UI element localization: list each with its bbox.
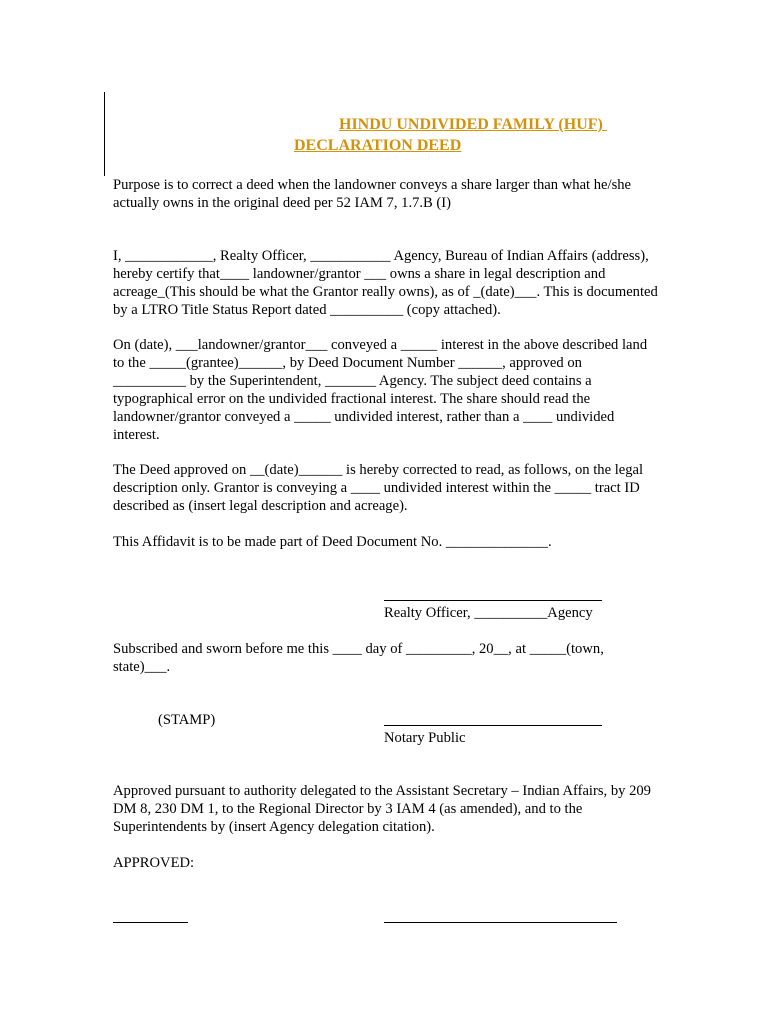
subscribed-paragraph: Subscribed and sworn before me this ____ day of _________, 20__, at _____(town, state)___.	[113, 641, 604, 675]
stamp-label: (STAMP)	[158, 712, 216, 728]
purpose-paragraph: Purpose is to correct a deed when the landowner conveys a share larger than what he/she actually owns in the original deed per 52 IAM 7, 1.7.B (I)	[113, 177, 632, 211]
title-line-1: HINDU UNDIVIDED FAMILY (HUF)	[339, 116, 607, 133]
margin-change-bar	[104, 92, 105, 176]
conveyed-paragraph: On (date), ___landowner/grantor___ conveyed a _____ interest in the above described land to the _____(grantee)______, by Deed Document Number ______, approved on __________ by the Superintendent, _______ Agency. The subject deed contains a typographical error on the undivided fractional interest. The share should read the landowner/grantor conveyed a _____ undivided interest, rather than a ____ undivided interest.	[113, 337, 648, 443]
approved-pursuant-paragraph: Approved pursuant to authority delegated to the Assistant Secretary – Indian Affairs, by 209 DM 8, 230 DM 1, to the Regional Director by 3 IAM 4 (as amended), and to the Superintendents by (insert Agency delegation citation).	[113, 783, 651, 835]
title-line-2: DECLARATION DEED	[294, 137, 462, 154]
approval-date-line	[113, 922, 188, 923]
certify-paragraph: I, ____________, Realty Officer, ___________ Agency, Bureau of Indian Affairs (address), hereby certify that____ landowner/grantor ___ owns a share in legal description and acreage_(This should be what the Grantor really owns), as of _(date)___. This is documented by a LTRO Title Status Report dated __________ (copy attached).	[113, 248, 658, 318]
affidavit-paragraph: This Affidavit is to be made part of Deed Document No. ______________.	[113, 534, 552, 550]
corrected-paragraph: The Deed approved on __(date)______ is hereby corrected to read, as follows, on the legal description only. Grantor is conveying a ____ undivided interest within the _____ tract ID described as (insert legal description and acreage).	[113, 462, 644, 514]
notary-signature-line	[384, 725, 602, 726]
notary-label: Notary Public	[384, 730, 466, 746]
approved-label: APPROVED:	[113, 855, 195, 871]
approval-signature-line	[384, 922, 617, 923]
realty-officer-signature-line	[384, 600, 602, 601]
realty-officer-label: Realty Officer, __________Agency	[384, 605, 593, 621]
